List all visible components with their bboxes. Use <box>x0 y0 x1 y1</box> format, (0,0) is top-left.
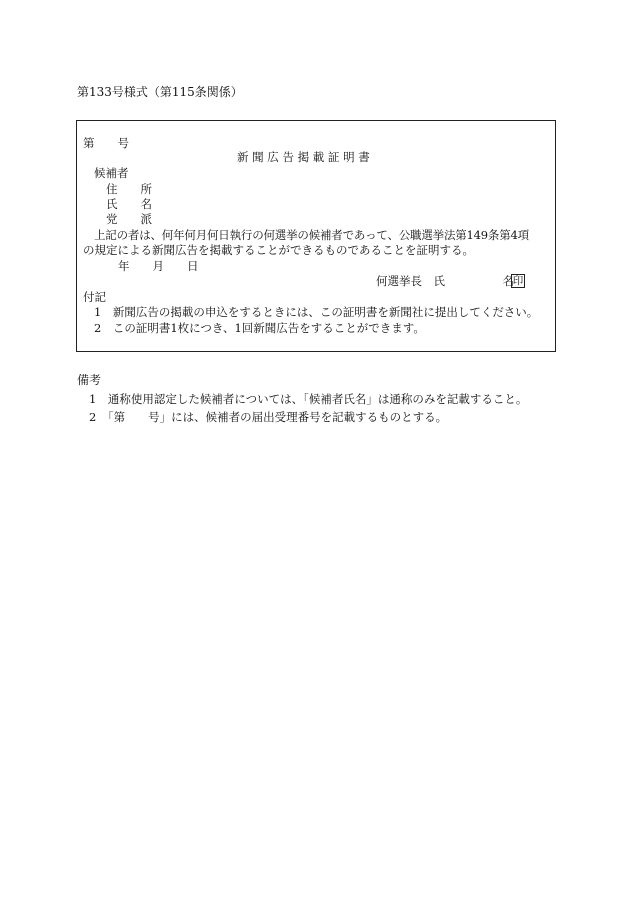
certificate-title: 新 聞 広 告 掲 載 証 明 書 <box>237 150 370 164</box>
address-label: 住 所 <box>106 182 152 196</box>
notes-heading: 付記 <box>83 290 106 304</box>
candidate-label: 候補者 <box>94 166 129 180</box>
issue-date-label: 年 月 日 <box>118 259 199 273</box>
certificate-body-line-2: の規定による新聞広告を掲載することができるものであることを証明する。 <box>83 243 474 257</box>
remark-item-1: 1 通称使用認定した候補者については、「候補者氏名」は通称のみを記載すること。 <box>89 392 528 406</box>
name-label: 氏 名 <box>106 197 152 211</box>
certificate-body-line-1: 上記の者は、何年何月何日執行の何選挙の候補者であって、公職選挙法第149条第4項 <box>94 228 529 242</box>
party-label: 党 派 <box>106 212 152 226</box>
remarks-heading: 備考 <box>77 373 102 387</box>
certificate-number-label: 第 号 <box>83 136 129 150</box>
remark-item-2: 2 「第 号」には、候補者の届出受理番号を記載するものとする。 <box>89 410 448 424</box>
note-item-1: 1 新聞広告の掲載の申込をするときには、この証明書を新聞社に提出してください。 <box>94 305 539 319</box>
issuer-signature-line: 何選挙長 氏 名 <box>376 274 514 288</box>
seal-mark: 印 <box>512 275 524 287</box>
note-item-2: 2 この証明書1枚につき、1回新聞広告をすることができます。 <box>94 321 425 335</box>
form-reference: 第133号様式（第115条関係） <box>77 85 243 99</box>
